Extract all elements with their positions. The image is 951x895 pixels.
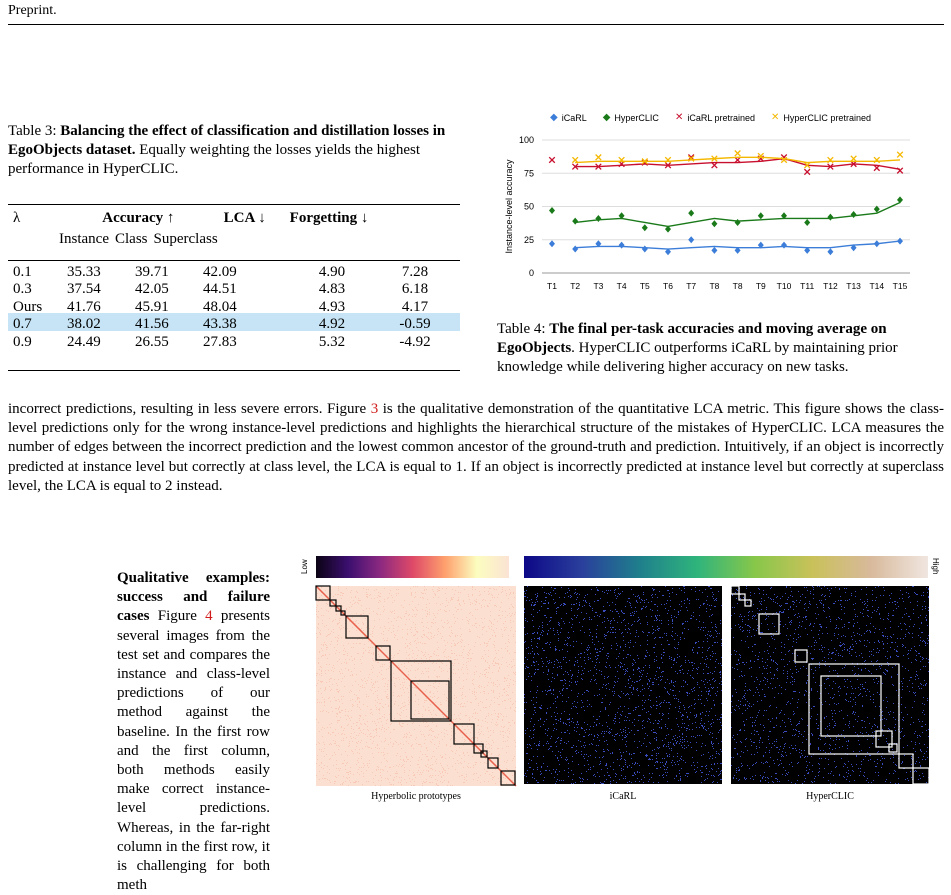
matrix-background xyxy=(524,586,722,784)
data-point xyxy=(595,215,601,222)
x-tick-label: T1 xyxy=(547,281,557,291)
data-point xyxy=(874,240,880,247)
x-tick-label: T4 xyxy=(616,281,627,291)
legend-label: iCaRL xyxy=(561,112,587,123)
hyperclic-matrix xyxy=(731,586,929,784)
table-row xyxy=(10,281,458,298)
table-cell: 41.56 xyxy=(135,316,169,333)
table-row xyxy=(10,264,458,281)
x-tick-label: T13 xyxy=(846,281,861,291)
header-lambda: λ xyxy=(13,210,21,226)
table-cell: 26.55 xyxy=(135,333,169,350)
figure-ref-4[interactable]: 4 xyxy=(205,608,213,625)
y-tick-label: 25 xyxy=(523,234,534,245)
data-point xyxy=(642,224,648,231)
table-cell: Ours xyxy=(13,298,43,315)
table4-caption: Table 4: The final per-task accuracies and moving average on EgoObjects. HyperCLIC outperforms iCaRL by maintaining prior knowledge while delivering higher accuracy on new tasks. xyxy=(497,321,898,375)
table-cell: 39.71 xyxy=(135,264,169,280)
data-point xyxy=(781,242,787,249)
table3-bottom-rule xyxy=(8,370,460,371)
header-accuracy: Accuracy ↑ xyxy=(102,210,175,226)
hyperbolic-prototypes-matrix xyxy=(316,586,516,786)
legend-label: HyperCLIC xyxy=(614,112,659,123)
data-point xyxy=(596,154,602,160)
table-cell: 43.38 xyxy=(203,316,237,333)
table-cell: 42.09 xyxy=(203,264,237,280)
header-rule xyxy=(8,24,944,25)
high-label: High xyxy=(931,558,940,575)
table-cell: 0.7 xyxy=(13,316,32,333)
data-point xyxy=(549,207,555,214)
x-tick-label: T9 xyxy=(755,281,766,291)
table-cell: 42.05 xyxy=(135,281,169,298)
x-tick-label: T11 xyxy=(800,281,815,291)
data-point xyxy=(897,152,903,158)
table-cell: 4.17 xyxy=(401,298,429,315)
legend-label: iCaRL pretrained xyxy=(687,112,756,123)
x-tick-label: T12 xyxy=(823,281,838,291)
data-point xyxy=(572,246,578,253)
x-tick-label: T5 xyxy=(639,281,650,291)
y-tick-label: 100 xyxy=(518,135,534,145)
x-tick-label: T3 xyxy=(593,281,604,291)
legend-item xyxy=(550,112,587,123)
high-colorbar xyxy=(524,556,928,578)
table-cell: 4.92 xyxy=(318,316,346,333)
data-point xyxy=(735,151,741,157)
data-point xyxy=(735,219,741,226)
table-cell: 0.3 xyxy=(13,281,32,298)
legend-item xyxy=(675,112,755,123)
data-point xyxy=(711,220,717,227)
x-tick-label: T8 xyxy=(709,281,720,291)
table-row xyxy=(10,316,458,333)
low-colorbar xyxy=(316,556,509,578)
table-cell: -0.59 xyxy=(399,316,431,333)
data-point xyxy=(804,169,810,175)
data-point xyxy=(711,247,717,254)
icarl-matrix xyxy=(524,586,722,784)
data-point xyxy=(572,218,578,225)
data-point xyxy=(827,214,833,221)
x-tick-label: T2 xyxy=(570,281,581,291)
lca-paragraph: incorrect predictions, resulting in less severe errors. Figure 3 is the qualitative demonstration of the quantitative LCA metric. This figure shows the class-level predictions only for the wrong instance-level predictions and highlights the hierarchical structure of the mistakes of HyperCLIC. LCA measures the number of edges between the incorrect prediction and the lowest common ancestor of the ground-truth and prediction. Intuitively, if an object is incorrectly predicted at instance level but correctly at class level, the LCA is equal to 1. If an object is incorrectly predicted at instance level but correctly at superclass level, the LCA is equal to 2 instead. xyxy=(8,401,944,494)
header-forgetting: Forgetting ↓ xyxy=(289,210,369,226)
table-cell: 35.33 xyxy=(67,264,101,280)
x-tick-label: T14 xyxy=(869,281,885,291)
diamond-marker-icon: ◆ xyxy=(602,112,611,123)
x-tick-label: T6 xyxy=(663,281,673,291)
legend-item xyxy=(603,112,659,123)
table-cell: 24.49 xyxy=(67,333,101,350)
table-cell: 7.28 xyxy=(401,264,429,280)
data-point xyxy=(897,238,903,245)
table-cell: 27.83 xyxy=(203,333,237,350)
x-tick-label: T10 xyxy=(776,281,792,291)
y-tick-label: 75 xyxy=(523,168,534,179)
table-cell: 41.76 xyxy=(67,298,101,315)
table-cell: 4.93 xyxy=(318,298,346,315)
x-marker-icon: ✕ xyxy=(771,112,780,123)
table-cell: 38.02 xyxy=(67,316,101,333)
data-point xyxy=(549,240,555,247)
y-axis-label: Instance-level accuracy xyxy=(504,159,514,254)
table3-top-rule xyxy=(8,204,460,205)
y-tick-label: 50 xyxy=(523,201,534,212)
diamond-marker-icon: ◆ xyxy=(550,112,558,123)
table3 xyxy=(10,210,371,255)
table-cell: 37.54 xyxy=(67,281,101,298)
data-point xyxy=(619,242,625,249)
qualitative-paragraph: Qualitative examples: success and failure cases Figure 4 presents several images from the test set and compares the instance and class-level predictions of our method against the baseline. In the first row and the first column, both methods easily make correct instance-level predictions. Whereas, in the far-right column in the first row, it is challenging for both meth xyxy=(117,570,271,894)
table-cell: 44.51 xyxy=(203,281,237,298)
low-label: Low xyxy=(300,559,309,574)
sub-class: Class xyxy=(114,230,148,247)
data-point xyxy=(688,210,694,217)
table3-caption: Table 3: Balancing the effect of classification and distillation losses in EgoObjects dataset. Equally weighting the losses yields the highest performance in HyperCLIC. xyxy=(8,123,446,177)
table3-mid-rule xyxy=(8,260,460,261)
table-cell: 0.1 xyxy=(13,264,32,280)
label-hyperbolic-prototypes: Hyperbolic prototypes xyxy=(371,791,461,802)
figure-ref-3[interactable]: 3 xyxy=(370,401,379,417)
table-row xyxy=(10,334,458,351)
table-cell: 0.9 xyxy=(13,333,32,350)
table-row xyxy=(10,299,458,316)
data-point xyxy=(804,219,810,226)
header-lca: LCA ↓ xyxy=(223,210,266,226)
label-icarl: iCaRL xyxy=(609,791,637,802)
x-tick-label: T15 xyxy=(892,281,908,291)
table-cell: 45.91 xyxy=(135,298,169,315)
data-point xyxy=(688,236,694,243)
table-cell: 4.90 xyxy=(318,264,346,280)
page-header: Preprint. xyxy=(8,3,57,18)
legend-label: HyperCLIC pretrained xyxy=(783,112,871,123)
data-point xyxy=(642,246,648,253)
data-point xyxy=(827,248,833,255)
data-point xyxy=(851,211,857,218)
data-point xyxy=(549,157,555,163)
x-marker-icon: ✕ xyxy=(674,112,684,123)
table-cell: 5.32 xyxy=(318,333,346,350)
y-tick-label: 0 xyxy=(528,268,534,278)
sub-superclass: Superclass xyxy=(153,230,218,247)
table-cell: 48.04 xyxy=(203,298,237,315)
x-tick-label: T7 xyxy=(686,281,697,291)
legend-item xyxy=(771,112,871,123)
x-tick-label: T8 xyxy=(732,281,743,291)
data-point xyxy=(897,196,903,203)
label-hyperclic: HyperCLIC xyxy=(806,791,854,802)
table-cell: 6.18 xyxy=(401,281,429,298)
table3-body xyxy=(10,264,458,351)
data-point xyxy=(758,212,764,219)
table-cell: -4.92 xyxy=(399,333,431,350)
sub-instance: Instance xyxy=(59,230,109,247)
table-cell: 4.83 xyxy=(318,281,346,298)
chart-legend xyxy=(550,112,871,123)
accuracy-chart xyxy=(490,128,930,298)
